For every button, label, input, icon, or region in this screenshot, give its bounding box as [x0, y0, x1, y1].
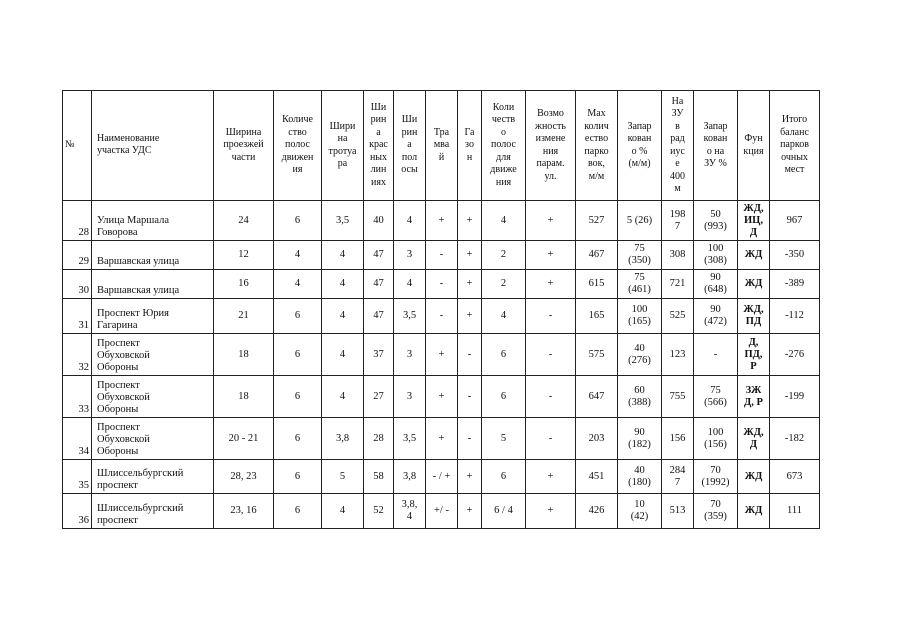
- cell-lane-width: 3,5: [394, 418, 426, 460]
- cell-tram: +: [426, 376, 458, 418]
- cell-sidewalk-width: 4: [322, 270, 364, 299]
- cell-traffic-lanes: 6: [482, 460, 526, 494]
- cell-lanes-count: 6: [274, 334, 322, 376]
- cell-parked-percent: 40 (180): [618, 460, 662, 494]
- table-row: [63, 494, 820, 529]
- cell-number: 34: [63, 418, 92, 460]
- cell-max-parking: 647: [576, 376, 618, 418]
- cell-lawn: -: [458, 376, 482, 418]
- cell-zu-in-radius: 308: [662, 241, 694, 270]
- cell-lanes-count: 6: [274, 376, 322, 418]
- cell-parked-zu-percent: 90 (648): [694, 270, 738, 299]
- cell-zu-in-radius: 123: [662, 334, 694, 376]
- cell-parked-zu-percent: 70 (359): [694, 494, 738, 529]
- cell-max-parking: 426: [576, 494, 618, 529]
- cell-sidewalk-width: 4: [322, 376, 364, 418]
- cell-lawn: +: [458, 299, 482, 334]
- cell-parked-percent: 10 (42): [618, 494, 662, 529]
- cell-parked-zu-percent: 100 (308): [694, 241, 738, 270]
- cell-sidewalk-width: 4: [322, 299, 364, 334]
- cell-carriageway-width: 21: [214, 299, 274, 334]
- cell-lane-width: 3: [394, 376, 426, 418]
- table-row: [63, 334, 820, 376]
- cell-sidewalk-width: 4: [322, 334, 364, 376]
- cell-traffic-lanes: 5: [482, 418, 526, 460]
- cell-tram: -: [426, 241, 458, 270]
- cell-name: Варшавская улица: [92, 270, 214, 299]
- cell-lanes-count: 6: [274, 494, 322, 529]
- header-function: Фун кция: [738, 91, 770, 201]
- cell-traffic-lanes: 6: [482, 376, 526, 418]
- cell-lane-width: 3: [394, 334, 426, 376]
- header-zu-in-radius: На ЗУ в рад иус е 400 м: [662, 91, 694, 201]
- cell-parking-balance: -199: [770, 376, 820, 418]
- cell-parked-percent: 5 (26): [618, 201, 662, 241]
- cell-max-parking: 165: [576, 299, 618, 334]
- cell-max-parking: 575: [576, 334, 618, 376]
- cell-name: Улица Маршала Говорова: [92, 201, 214, 241]
- cell-parking-balance: -182: [770, 418, 820, 460]
- cell-parking-balance: 673: [770, 460, 820, 494]
- cell-traffic-lanes: 6 / 4: [482, 494, 526, 529]
- cell-zu-in-radius: 513: [662, 494, 694, 529]
- cell-max-parking: 467: [576, 241, 618, 270]
- cell-traffic-lanes: 4: [482, 299, 526, 334]
- cell-lanes-count: 4: [274, 270, 322, 299]
- cell-lanes-count: 6: [274, 418, 322, 460]
- cell-traffic-lanes: 2: [482, 270, 526, 299]
- cell-number: 30: [63, 270, 92, 299]
- cell-carriageway-width: 16: [214, 270, 274, 299]
- cell-param-change: +: [526, 270, 576, 299]
- cell-traffic-lanes: 6: [482, 334, 526, 376]
- cell-parked-zu-percent: 90 (472): [694, 299, 738, 334]
- cell-parking-balance: -112: [770, 299, 820, 334]
- cell-parked-zu-percent: 75 (566): [694, 376, 738, 418]
- header-red-line-width: Ши рин а крас ных лин иях: [364, 91, 394, 201]
- header-lane-width: Ши рин а пол осы: [394, 91, 426, 201]
- cell-lane-width: 3,8, 4: [394, 494, 426, 529]
- cell-sidewalk-width: 5: [322, 460, 364, 494]
- cell-lawn: +: [458, 494, 482, 529]
- cell-parking-balance: 967: [770, 201, 820, 241]
- cell-parked-percent: 75 (350): [618, 241, 662, 270]
- cell-parked-zu-percent: 100 (156): [694, 418, 738, 460]
- cell-param-change: -: [526, 299, 576, 334]
- cell-lane-width: 4: [394, 201, 426, 241]
- cell-lanes-count: 4: [274, 241, 322, 270]
- cell-red-line-width: 37: [364, 334, 394, 376]
- cell-parked-zu-percent: -: [694, 334, 738, 376]
- header-lanes-count: Количе ство полос движен ия: [274, 91, 322, 201]
- cell-parked-percent: 40 (276): [618, 334, 662, 376]
- cell-traffic-lanes: 4: [482, 201, 526, 241]
- uds-table: [62, 90, 820, 529]
- cell-lane-width: 3,5: [394, 299, 426, 334]
- cell-param-change: -: [526, 334, 576, 376]
- header-parked-percent: Запар кован о % (м/м): [618, 91, 662, 201]
- cell-carriageway-width: 18: [214, 334, 274, 376]
- cell-name: Проспект Обуховской Обороны: [92, 334, 214, 376]
- cell-name: Варшавская улица: [92, 241, 214, 270]
- cell-tram: +: [426, 418, 458, 460]
- cell-function: ЗЖ Д, Р: [738, 376, 770, 418]
- cell-name: Шлиссельбургский проспект: [92, 460, 214, 494]
- cell-tram: +: [426, 201, 458, 241]
- cell-tram: +: [426, 334, 458, 376]
- cell-lawn: +: [458, 270, 482, 299]
- header-number: №: [63, 91, 92, 201]
- cell-red-line-width: 28: [364, 418, 394, 460]
- cell-sidewalk-width: 3,5: [322, 201, 364, 241]
- cell-function: ЖД, Д: [738, 418, 770, 460]
- cell-param-change: -: [526, 418, 576, 460]
- cell-number: 36: [63, 494, 92, 529]
- cell-lanes-count: 6: [274, 299, 322, 334]
- cell-traffic-lanes: 2: [482, 241, 526, 270]
- cell-carriageway-width: 23, 16: [214, 494, 274, 529]
- cell-name: Проспект Юрия Гагарина: [92, 299, 214, 334]
- cell-function: Д, ПД, Р: [738, 334, 770, 376]
- cell-sidewalk-width: 3,8: [322, 418, 364, 460]
- cell-parking-balance: 111: [770, 494, 820, 529]
- cell-parked-percent: 90 (182): [618, 418, 662, 460]
- cell-parking-balance: -276: [770, 334, 820, 376]
- cell-red-line-width: 52: [364, 494, 394, 529]
- cell-param-change: -: [526, 376, 576, 418]
- table-row: [63, 376, 820, 418]
- cell-name: Шлиссельбургский проспект: [92, 494, 214, 529]
- header-name: Наименование участка УДС: [92, 91, 214, 201]
- cell-red-line-width: 47: [364, 241, 394, 270]
- cell-name: Проспект Обуховской Обороны: [92, 376, 214, 418]
- cell-number: 28: [63, 201, 92, 241]
- cell-param-change: +: [526, 241, 576, 270]
- cell-zu-in-radius: 755: [662, 376, 694, 418]
- cell-zu-in-radius: 156: [662, 418, 694, 460]
- table-row: [63, 460, 820, 494]
- cell-number: 31: [63, 299, 92, 334]
- cell-max-parking: 203: [576, 418, 618, 460]
- cell-max-parking: 451: [576, 460, 618, 494]
- cell-param-change: +: [526, 201, 576, 241]
- cell-number: 29: [63, 241, 92, 270]
- cell-number: 33: [63, 376, 92, 418]
- cell-zu-in-radius: 525: [662, 299, 694, 334]
- cell-function: ЖД, ИЦ, Д: [738, 201, 770, 241]
- header-traffic-lanes: Коли честв о полос для движе ния: [482, 91, 526, 201]
- cell-parked-percent: 60 (388): [618, 376, 662, 418]
- cell-lawn: +: [458, 460, 482, 494]
- cell-sidewalk-width: 4: [322, 241, 364, 270]
- header-lawn: Га зо н: [458, 91, 482, 201]
- table-row: [63, 241, 820, 270]
- cell-function: ЖД, ПД: [738, 299, 770, 334]
- cell-lanes-count: 6: [274, 201, 322, 241]
- cell-lawn: +: [458, 241, 482, 270]
- table-row: [63, 299, 820, 334]
- cell-carriageway-width: 12: [214, 241, 274, 270]
- cell-red-line-width: 40: [364, 201, 394, 241]
- cell-parking-balance: -350: [770, 241, 820, 270]
- cell-parking-balance: -389: [770, 270, 820, 299]
- cell-number: 32: [63, 334, 92, 376]
- cell-zu-in-radius: 284 7: [662, 460, 694, 494]
- cell-zu-in-radius: 721: [662, 270, 694, 299]
- header-max-parking: Max колич ество парко вок, м/м: [576, 91, 618, 201]
- cell-lane-width: 4: [394, 270, 426, 299]
- cell-tram: -: [426, 270, 458, 299]
- cell-parked-zu-percent: 50 (993): [694, 201, 738, 241]
- header-sidewalk-width: Шири на тротуа ра: [322, 91, 364, 201]
- cell-parked-percent: 100 (165): [618, 299, 662, 334]
- header-row: [63, 91, 820, 201]
- cell-param-change: +: [526, 494, 576, 529]
- header-parking-balance: Итого баланс парков очных мест: [770, 91, 820, 201]
- cell-lawn: -: [458, 418, 482, 460]
- cell-parked-percent: 75 (461): [618, 270, 662, 299]
- cell-lawn: +: [458, 201, 482, 241]
- cell-max-parking: 527: [576, 201, 618, 241]
- cell-parked-zu-percent: 70 (1992): [694, 460, 738, 494]
- cell-carriageway-width: 24: [214, 201, 274, 241]
- cell-lane-width: 3: [394, 241, 426, 270]
- cell-red-line-width: 47: [364, 270, 394, 299]
- table-row: [63, 418, 820, 460]
- cell-tram: - / +: [426, 460, 458, 494]
- table-row: [63, 201, 820, 241]
- cell-name: Проспект Обуховской Обороны: [92, 418, 214, 460]
- cell-function: ЖД: [738, 460, 770, 494]
- header-param-change: Возмо жность измене ния парам. ул.: [526, 91, 576, 201]
- cell-lawn: -: [458, 334, 482, 376]
- cell-lane-width: 3,8: [394, 460, 426, 494]
- header-tram: Тра мва й: [426, 91, 458, 201]
- cell-carriageway-width: 28, 23: [214, 460, 274, 494]
- cell-red-line-width: 58: [364, 460, 394, 494]
- cell-number: 35: [63, 460, 92, 494]
- cell-red-line-width: 27: [364, 376, 394, 418]
- header-carriageway-width: Ширина прoезжей части: [214, 91, 274, 201]
- cell-zu-in-radius: 198 7: [662, 201, 694, 241]
- cell-carriageway-width: 20 - 21: [214, 418, 274, 460]
- table-row: [63, 270, 820, 299]
- cell-sidewalk-width: 4: [322, 494, 364, 529]
- cell-function: ЖД: [738, 270, 770, 299]
- cell-tram: -: [426, 299, 458, 334]
- cell-param-change: +: [526, 460, 576, 494]
- cell-function: ЖД: [738, 241, 770, 270]
- cell-tram: +/ -: [426, 494, 458, 529]
- cell-lanes-count: 6: [274, 460, 322, 494]
- cell-carriageway-width: 18: [214, 376, 274, 418]
- cell-max-parking: 615: [576, 270, 618, 299]
- header-parked-zu-percent: Запар кован о на ЗУ %: [694, 91, 738, 201]
- cell-red-line-width: 47: [364, 299, 394, 334]
- cell-function: ЖД: [738, 494, 770, 529]
